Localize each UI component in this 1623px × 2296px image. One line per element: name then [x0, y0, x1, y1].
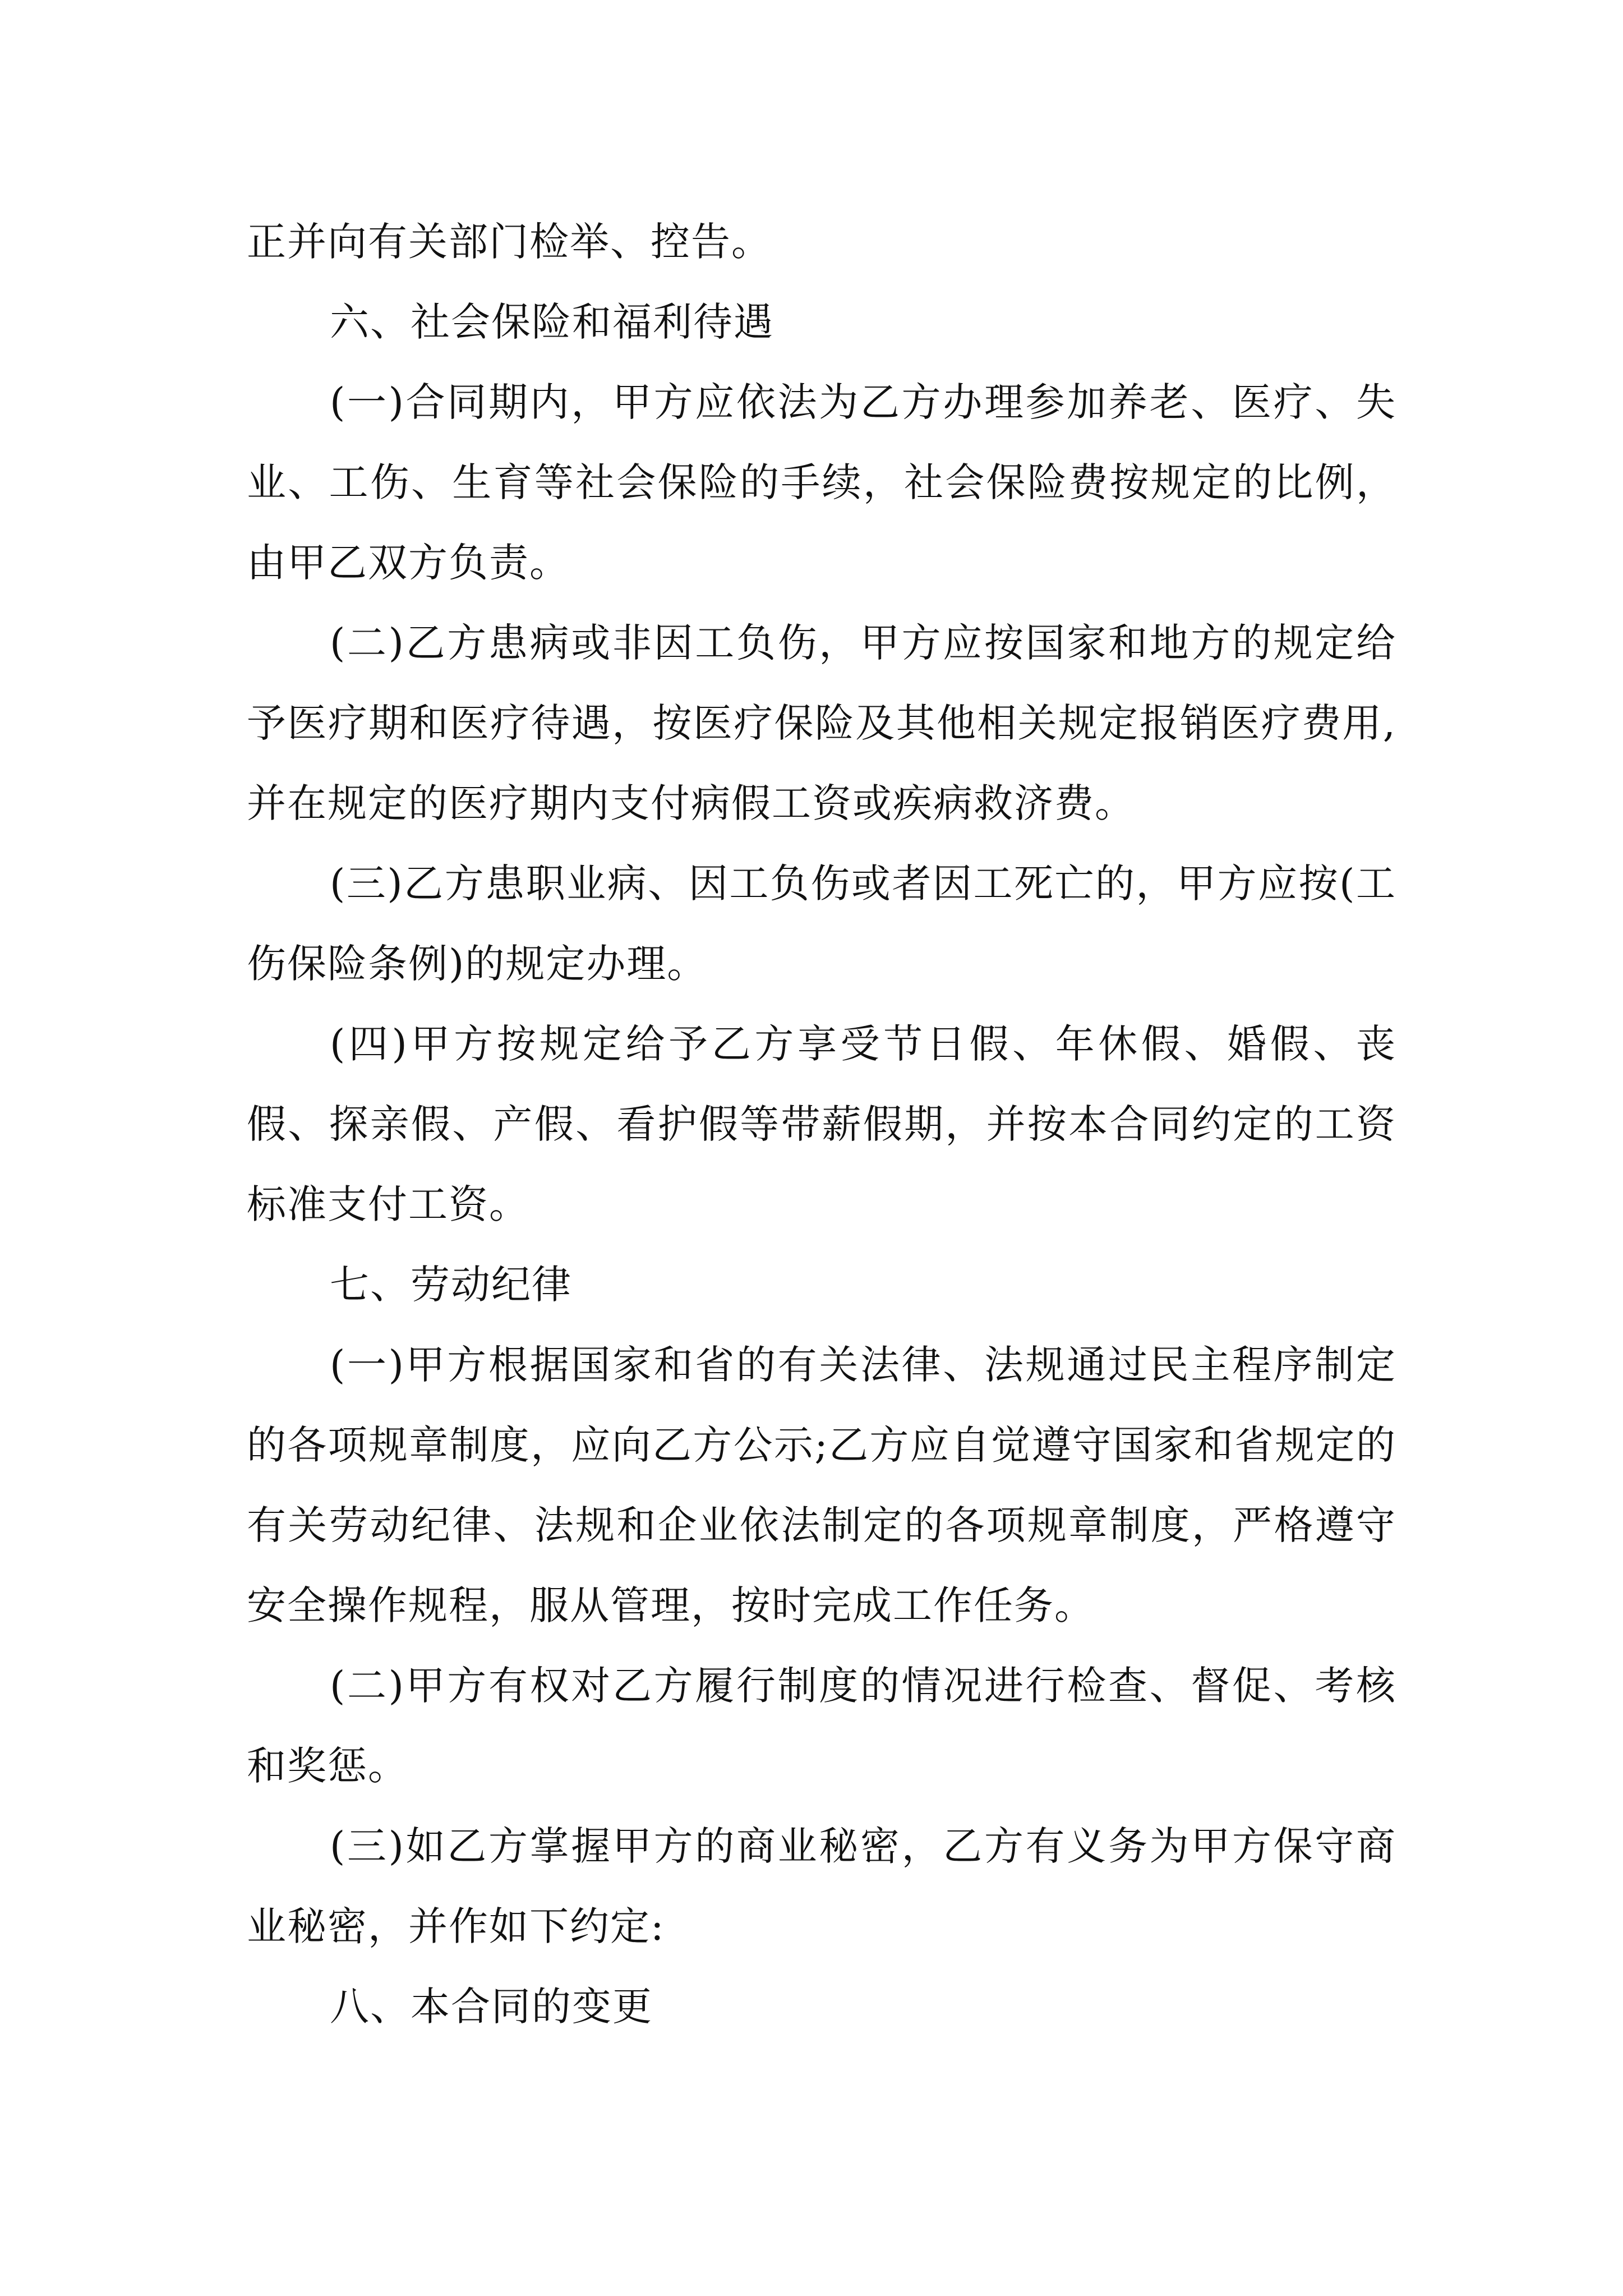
paragraph-6-4: (四)甲方按规定给予乙方享受节日假、年休假、婚假、丧假、探亲假、产假、看护假等带薪假期，并按本合同约定的工资标准支付工资。 [247, 1021, 1396, 1227]
section-heading-7: 七、劳动纪律 [330, 1262, 572, 1308]
section-heading-6: 六、社会保险和福利待遇 [330, 299, 774, 345]
paragraph-6-1: (一)合同期内，甲方应依法为乙方办理参加养老、医疗、失业、工伤、生育等社会保险的手续，社会保险费按规定的比例，由甲乙双方负责。 [247, 379, 1396, 586]
paragraph-7-2: (二)甲方有权对乙方履行制度的情况进行检查、督促、考核和奖惩。 [247, 1663, 1396, 1789]
paragraph-6-3: (三)乙方患职业病、因工负伤或者因工死亡的，甲方应按(工伤保险条例)的规定办理。 [247, 861, 1396, 987]
paragraph-1: 正并向有关部门检举、控告。 [247, 219, 772, 265]
paragraph-6-2: (二)乙方患病或非因工负伤，甲方应按国家和地方的规定给予医疗期和医疗待遇，按医疗保险及其他相关规定报销医疗费用,并在规定的医疗期内支付病假工资或疾病救济费。 [247, 620, 1396, 826]
paragraph-7-1: (一)甲方根据国家和省的有关法律、法规通过民主程序制定的各项规章制度，应向乙方公示;乙方应自觉遵守国家和省规定的有关劳动纪律、法规和企业依法制定的各项规章制度，严格遵守安全操作规程，服从管理，按时完成工作任务。 [247, 1342, 1396, 1628]
section-heading-8: 八、本合同的变更 [330, 1984, 653, 2030]
document-body [247, 202, 1396, 2047]
paragraph-7-3: (三)如乙方掌握甲方的商业秘密，乙方有义务为甲方保守商业秘密，并作如下约定: [247, 1823, 1396, 1949]
